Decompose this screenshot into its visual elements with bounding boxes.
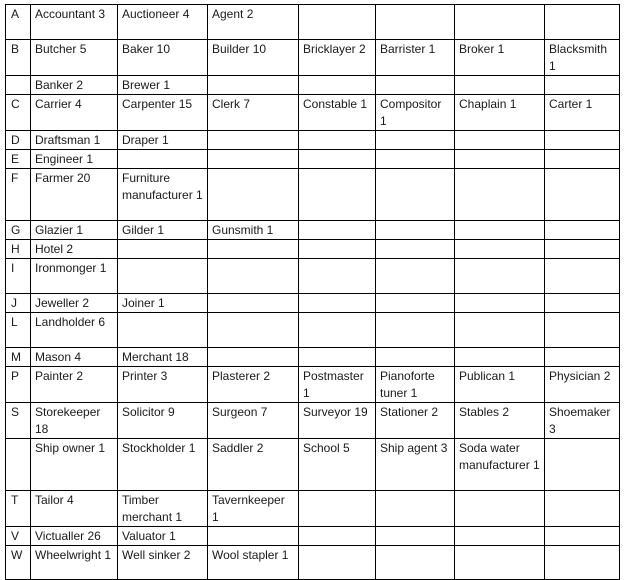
occupation-cell: Storekeeper 18 — [31, 403, 118, 439]
occupation-cell: Stockholder 1 — [118, 439, 208, 491]
occupation-cell — [299, 240, 376, 259]
occupation-cell: Banker 2 — [31, 76, 118, 95]
row-letter-cell: P — [6, 367, 31, 403]
occupation-cell — [455, 240, 545, 259]
occupation-cell — [299, 546, 376, 580]
occupation-cell — [455, 221, 545, 240]
row-letter-cell: B — [6, 40, 31, 76]
occupation-cell: Carrier 4 — [31, 95, 118, 131]
occupation-cell — [545, 76, 620, 95]
occupation-cell — [455, 76, 545, 95]
table-row — [6, 294, 620, 313]
occupation-cell: Mason 4 — [31, 348, 118, 367]
occupation-cell — [208, 527, 299, 546]
occupation-cell: Victualler 26 — [31, 527, 118, 546]
occupation-cell: Solicitor 9 — [118, 403, 208, 439]
row-letter-cell: L — [6, 313, 31, 348]
occupation-cell: Engineer 1 — [31, 150, 118, 169]
occupation-cell — [545, 546, 620, 580]
row-letter-cell: M — [6, 348, 31, 367]
occupation-cell — [299, 131, 376, 150]
table-row — [6, 5, 620, 40]
occupation-cell — [455, 546, 545, 580]
table-row — [6, 403, 620, 439]
table-row — [6, 221, 620, 240]
occupation-cell — [376, 5, 455, 40]
occupation-cell — [376, 131, 455, 150]
occupation-cell — [455, 294, 545, 313]
table-row — [6, 169, 620, 221]
occupation-cell — [376, 169, 455, 221]
row-letter-cell: H — [6, 240, 31, 259]
table-row — [6, 546, 620, 580]
occupation-cell: Shoemaker 3 — [545, 403, 620, 439]
occupation-cell: Draftsman 1 — [31, 131, 118, 150]
occupation-cell: Ship owner 1 — [31, 439, 118, 491]
occupation-cell: Builder 10 — [208, 40, 299, 76]
row-letter-cell: C — [6, 95, 31, 131]
occupation-cell — [208, 150, 299, 169]
occupation-cell — [208, 294, 299, 313]
occupation-cell: Printer 3 — [118, 367, 208, 403]
occupation-cell: Tavernkeeper 1 — [208, 491, 299, 527]
occupation-cell — [208, 313, 299, 348]
occupation-cell: Stationer 2 — [376, 403, 455, 439]
occupation-cell — [118, 259, 208, 294]
row-letter-cell: V — [6, 527, 31, 546]
occupation-cell — [376, 221, 455, 240]
occupation-cell — [208, 169, 299, 221]
occupation-cell — [376, 527, 455, 546]
occupation-cell — [299, 169, 376, 221]
occupation-cell: Joiner 1 — [118, 294, 208, 313]
occupation-cell: Glazier 1 — [31, 221, 118, 240]
occupation-cell: Tailor 4 — [31, 491, 118, 527]
occupation-cell — [545, 294, 620, 313]
occupation-cell: Carpenter 15 — [118, 95, 208, 131]
occupation-cell: Brewer 1 — [118, 76, 208, 95]
table-row — [6, 527, 620, 546]
occupation-cell — [455, 348, 545, 367]
occupation-cell: Chaplain 1 — [455, 95, 545, 131]
occupation-cell — [299, 313, 376, 348]
occupation-cell — [455, 5, 545, 40]
row-letter-cell: F — [6, 169, 31, 221]
row-letter-cell — [6, 439, 31, 491]
occupation-cell — [545, 348, 620, 367]
occupation-cell: Draper 1 — [118, 131, 208, 150]
occupation-cell — [208, 76, 299, 95]
occupation-cell — [118, 150, 208, 169]
table-row — [6, 95, 620, 131]
occupation-cell — [545, 240, 620, 259]
occupation-cell — [545, 527, 620, 546]
table-row — [6, 131, 620, 150]
table-row — [6, 76, 620, 95]
occupation-cell — [455, 527, 545, 546]
row-letter-cell: D — [6, 131, 31, 150]
occupation-cell — [376, 259, 455, 294]
occupation-cell — [376, 76, 455, 95]
occupation-cell — [299, 5, 376, 40]
occupation-cell: Carter 1 — [545, 95, 620, 131]
occupation-cell — [545, 150, 620, 169]
occupation-cell: Pianoforte tuner 1 — [376, 367, 455, 403]
occupation-cell — [455, 169, 545, 221]
occupation-cell — [376, 546, 455, 580]
occupation-cell — [299, 76, 376, 95]
occupation-cell: Plasterer 2 — [208, 367, 299, 403]
occupation-cell: Physician 2 — [545, 367, 620, 403]
occupation-cell — [208, 240, 299, 259]
occupation-cell: Saddler 2 — [208, 439, 299, 491]
occupation-cell — [545, 259, 620, 294]
occupation-cell: Wool stapler 1 — [208, 546, 299, 580]
row-letter-cell: J — [6, 294, 31, 313]
occupation-cell: Blacksmith 1 — [545, 40, 620, 76]
occupation-cell — [299, 221, 376, 240]
table-row — [6, 240, 620, 259]
occupation-cell: Valuator 1 — [118, 527, 208, 546]
occupation-cell: Farmer 20 — [31, 169, 118, 221]
row-letter-cell: T — [6, 491, 31, 527]
occupation-cell: Auctioneer 4 — [118, 5, 208, 40]
occupation-cell: Gilder 1 — [118, 221, 208, 240]
occupation-cell — [455, 313, 545, 348]
table-row — [6, 491, 620, 527]
row-letter-cell: A — [6, 5, 31, 40]
occupation-cell — [118, 313, 208, 348]
occupations-table — [5, 4, 620, 580]
occupation-cell — [299, 348, 376, 367]
occupation-cell — [545, 221, 620, 240]
occupation-cell — [545, 169, 620, 221]
occupation-cell — [208, 131, 299, 150]
occupation-cell: Broker 1 — [455, 40, 545, 76]
occupation-cell: Painter 2 — [31, 367, 118, 403]
occupation-cell — [299, 150, 376, 169]
occupation-cell — [545, 491, 620, 527]
occupation-cell: Compositor 1 — [376, 95, 455, 131]
occupation-cell — [376, 313, 455, 348]
table-row — [6, 313, 620, 348]
row-letter-cell: G — [6, 221, 31, 240]
row-letter-cell — [6, 76, 31, 95]
occupation-cell — [545, 5, 620, 40]
occupation-cell: Surveyor 19 — [299, 403, 376, 439]
occupation-cell: Constable 1 — [299, 95, 376, 131]
occupation-cell — [545, 439, 620, 491]
occupation-cell: Timber merchant 1 — [118, 491, 208, 527]
occupation-cell: Accountant 3 — [31, 5, 118, 40]
occupation-cell: Hotel 2 — [31, 240, 118, 259]
occupations-table-body — [6, 5, 620, 580]
occupation-cell: Barrister 1 — [376, 40, 455, 76]
occupation-cell: Publican 1 — [455, 367, 545, 403]
occupation-cell: School 5 — [299, 439, 376, 491]
occupation-cell — [299, 527, 376, 546]
occupation-cell: Landholder 6 — [31, 313, 118, 348]
occupation-cell — [208, 348, 299, 367]
table-row — [6, 150, 620, 169]
occupation-cell: Wheelwright 1 — [31, 546, 118, 580]
occupation-cell — [376, 240, 455, 259]
occupation-cell — [299, 259, 376, 294]
occupation-cell — [455, 491, 545, 527]
occupation-cell: Agent 2 — [208, 5, 299, 40]
occupation-cell: Merchant 18 — [118, 348, 208, 367]
occupation-cell — [208, 259, 299, 294]
occupation-cell: Well sinker 2 — [118, 546, 208, 580]
table-row — [6, 439, 620, 491]
occupation-cell — [376, 348, 455, 367]
occupation-cell — [455, 150, 545, 169]
row-letter-cell: I — [6, 259, 31, 294]
occupation-cell: Bricklayer 2 — [299, 40, 376, 76]
occupation-cell — [545, 131, 620, 150]
occupation-cell — [455, 259, 545, 294]
occupation-cell: Ironmonger 1 — [31, 259, 118, 294]
occupation-cell: Butcher 5 — [31, 40, 118, 76]
occupation-cell — [376, 491, 455, 527]
row-letter-cell: E — [6, 150, 31, 169]
occupation-cell: Gunsmith 1 — [208, 221, 299, 240]
occupation-cell — [545, 313, 620, 348]
occupation-cell — [118, 240, 208, 259]
occupation-cell: Stables 2 — [455, 403, 545, 439]
table-row — [6, 367, 620, 403]
occupation-cell: Ship agent 3 — [376, 439, 455, 491]
table-row — [6, 348, 620, 367]
occupation-cell: Jeweller 2 — [31, 294, 118, 313]
occupation-cell: Postmaster 1 — [299, 367, 376, 403]
occupation-cell: Clerk 7 — [208, 95, 299, 131]
table-row — [6, 40, 620, 76]
row-letter-cell: S — [6, 403, 31, 439]
occupation-cell: Surgeon 7 — [208, 403, 299, 439]
row-letter-cell: W — [6, 546, 31, 580]
occupation-cell — [376, 294, 455, 313]
occupation-cell — [376, 150, 455, 169]
occupation-cell: Furniture manufacturer 1 — [118, 169, 208, 221]
occupation-cell: Baker 10 — [118, 40, 208, 76]
table-row — [6, 259, 620, 294]
occupation-cell — [299, 294, 376, 313]
occupation-cell: Soda water manufacturer 1 — [455, 439, 545, 491]
occupation-cell — [455, 131, 545, 150]
occupation-cell — [299, 491, 376, 527]
